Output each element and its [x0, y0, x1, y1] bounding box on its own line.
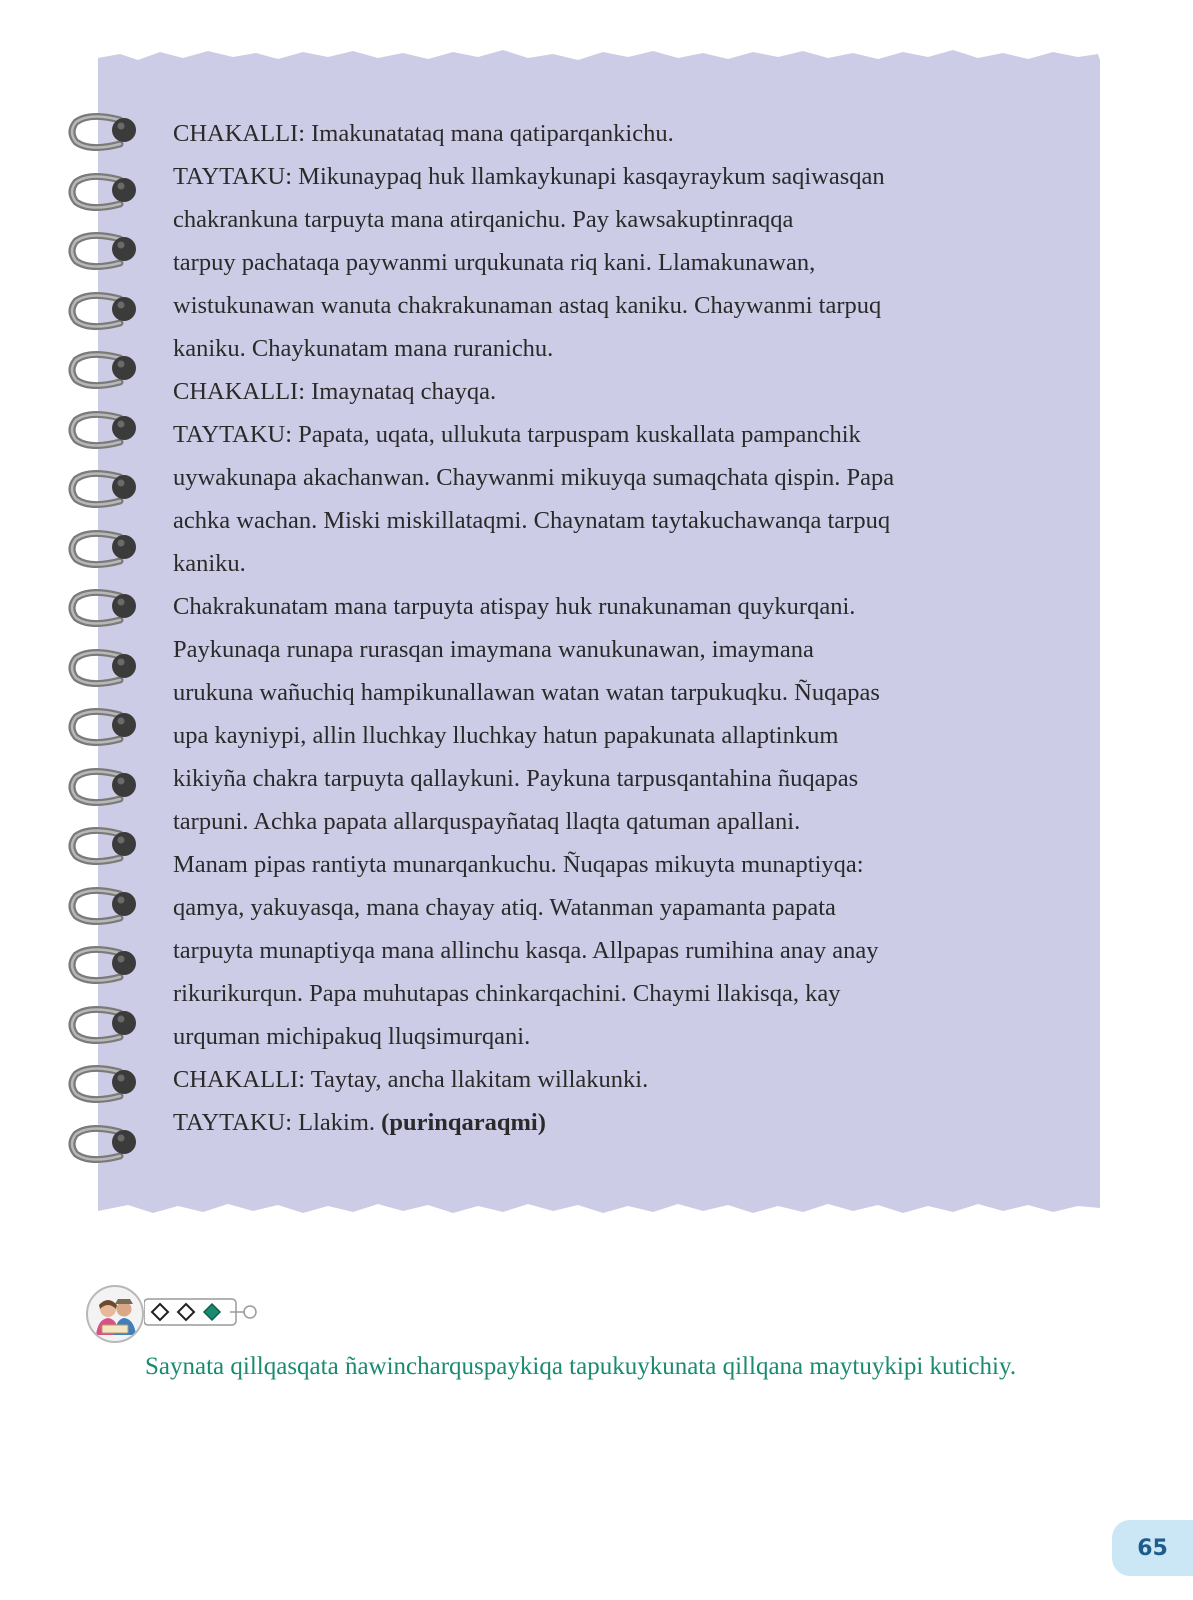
- text-line: Manam pipas rantiyta munarqankuchu. Ñuqapas mikuyta munaptiyqa:: [173, 851, 864, 878]
- text-line: upa kayniypi, allin lluchkay lluchkay hatun papakunata allaptinkum: [173, 722, 839, 749]
- spiral-ring-icon: [68, 346, 148, 394]
- two-empty-one-filled-diamonds-icon: [144, 1297, 264, 1327]
- spiral-binding: [68, 108, 148, 1208]
- text-line: tarpuni. Achka papata allarquspayñataq llaqta qatuman apallani.: [173, 808, 801, 835]
- text-line: rikurikurqun. Papa muhutapas chinkarqachini. Chaymi llakisqa, kay: [173, 980, 841, 1007]
- text-line: urukuna wañuchiq hampikunallawan watan watan tarpukuqku. Ñuqapas: [173, 679, 880, 706]
- activity-instruction: Saynata qillqasqata ñawincharquspaykiqa tapukuykunata qillqana maytuykipi kutichiy.: [145, 1353, 1017, 1380]
- spiral-ring-icon: [68, 1120, 148, 1168]
- spiral-ring-icon: [68, 584, 148, 632]
- text-line: CHAKALLI: Imaynataq chayqa.: [173, 378, 497, 405]
- spiral-ring-icon: [68, 763, 148, 811]
- text-line: kaniku.: [173, 550, 246, 577]
- last-line-text: TAYTAKU: Llakim.: [173, 1109, 376, 1136]
- spiral-ring-icon: [68, 644, 148, 692]
- spiral-ring-icon: [68, 822, 148, 870]
- text-line: wistukunawan wanuta chakrakunaman astaq kaniku. Chaywanmi tarpuq: [173, 292, 882, 319]
- spiral-ring-icon: [68, 168, 148, 216]
- spiral-ring-icon: [68, 1001, 148, 1049]
- text-line: tarpuyta munaptiyqa mana allinchu kasqa. Allpapas rumihina anay anay: [173, 937, 879, 964]
- spiral-ring-icon: [68, 108, 148, 156]
- spiral-ring-icon: [68, 1060, 148, 1108]
- stage-direction: (purinqaraqmi): [381, 1109, 546, 1136]
- spiral-ring-icon: [68, 227, 148, 275]
- text-line: CHAKALLI: Taytay, ancha llakitam willakunki.: [173, 1066, 649, 1093]
- spiral-ring-icon: [68, 465, 148, 513]
- page-number: 65: [1112, 1520, 1193, 1576]
- spiral-ring-icon: [68, 525, 148, 573]
- spiral-ring-icon: [68, 287, 148, 335]
- spiral-ring-icon: [68, 703, 148, 751]
- spiral-ring-icon: [68, 406, 148, 454]
- text-line: TAYTAKU: Papata, uqata, ullukuta tarpuspam kuskallata pampanchik: [173, 421, 861, 448]
- activity-header: [86, 1285, 306, 1345]
- spiral-ring-icon: [68, 882, 148, 930]
- text-line: kaniku. Chaykunatam mana ruranichu.: [173, 335, 554, 362]
- text-line: chakrankuna tarpuyta mana atirqanichu. Pay kawsakuptinraqqa: [173, 206, 794, 233]
- spiral-ring-icon: [68, 941, 148, 989]
- text-line: qamya, yakuyasqa, mana chayay atiq. Watanman yapamanta papata: [173, 894, 836, 921]
- text-line: TAYTAKU: Mikunaypaq huk llamkaykunapi kasqayraykum saqiwasqan: [173, 163, 885, 190]
- text-line: kikiyña chakra tarpuyta qallaykuni. Paykuna tarpusqantahina ñuqapas: [173, 765, 859, 792]
- children-reading-avatar-icon: [86, 1285, 144, 1343]
- dialogue-text: [173, 112, 1053, 1144]
- text-line-last: [173, 1101, 1053, 1144]
- text-line: Paykunaqa runapa rurasqan imaymana wanukunawan, imaymana: [173, 636, 814, 663]
- text-line: tarpuy pachataqa paywanmi urqukunata riq kani. Llamakunawan,: [173, 249, 816, 276]
- text-line: urquman michipakuq lluqsimurqani.: [173, 1023, 531, 1050]
- text-line: CHAKALLI: Imakunatataq mana qatiparqankichu.: [173, 120, 674, 147]
- text-line: achka wachan. Miski miskillataqmi. Chaynatam taytakuchawanqa tarpuq: [173, 507, 891, 534]
- text-line: Chakrakunatam mana tarpuyta atispay huk runakunaman quykurqani.: [173, 593, 856, 620]
- text-line: uywakunapa akachanwan. Chaywanmi mikuyqa sumaqchata qispin. Papa: [173, 464, 895, 491]
